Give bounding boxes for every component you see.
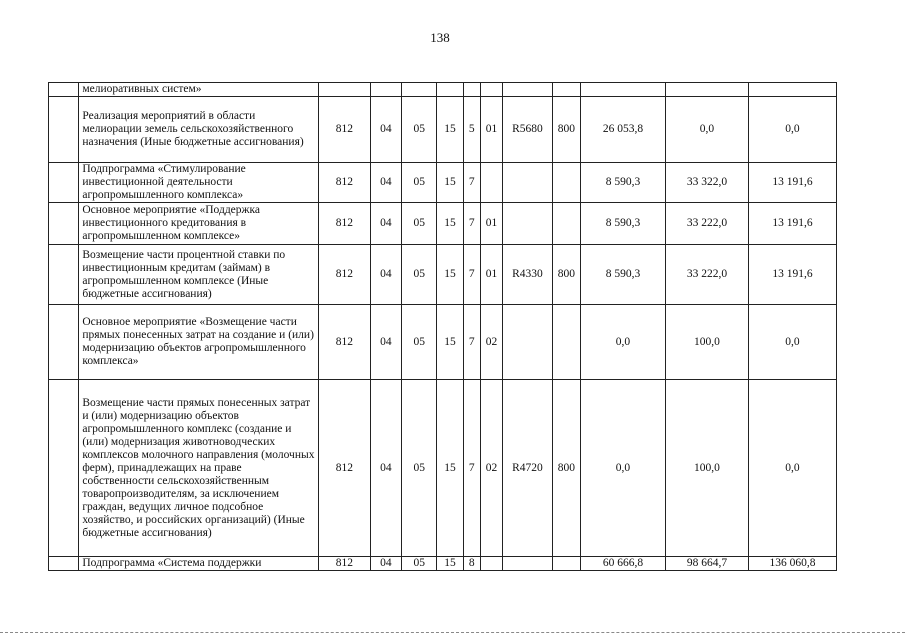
cell-gr: 812 (319, 305, 371, 380)
cell-year3 (748, 83, 836, 97)
cell-code (503, 305, 553, 380)
cell-p1: 15 (437, 380, 463, 557)
cell-rz: 04 (370, 305, 401, 380)
cell-gr: 812 (319, 97, 371, 163)
cell-year3: 0,0 (748, 380, 836, 557)
cell-vr: 800 (552, 380, 580, 557)
cell-p2: 5 (463, 97, 480, 163)
cell-pr: 05 (402, 380, 437, 557)
table-row (49, 203, 837, 245)
cell-year3: 0,0 (748, 305, 836, 380)
cell-code: R4720 (503, 380, 553, 557)
row-name: Возмещение части процентной ставки по инвестиционным кредитам (займам) в агропромышленном комплексе (Иные бюджетные ассигнования) (79, 245, 319, 305)
cell-pr: 05 (402, 97, 437, 163)
row-indent-cell (49, 305, 79, 380)
row-name: Реализация мероприятий в области мелиорации земель сельскохозяйственного назначения (Иные бюджетные ассигнования) (79, 97, 319, 163)
cell-code (503, 203, 553, 245)
cell-year3: 13 191,6 (748, 245, 836, 305)
cell-p3: 02 (480, 380, 502, 557)
cell-year3: 13 191,6 (748, 203, 836, 245)
cell-gr: 812 (319, 557, 371, 571)
cell-p1: 15 (437, 163, 463, 203)
row-name: Подпрограмма «Система поддержки (79, 557, 319, 571)
table-row (49, 245, 837, 305)
cell-p3: 01 (480, 245, 502, 305)
cell-vr (552, 203, 580, 245)
cell-code (503, 83, 553, 97)
cell-year1: 0,0 (581, 305, 666, 380)
row-name: Подпрограмма «Стимулирование инвестиционной деятельности агропромышленного комплекса» (79, 163, 319, 203)
cell-p1: 15 (437, 203, 463, 245)
cell-code: R5680 (503, 97, 553, 163)
cell-vr (552, 83, 580, 97)
table-row (49, 97, 837, 163)
row-indent-cell (49, 203, 79, 245)
cell-rz: 04 (370, 557, 401, 571)
cell-code (503, 557, 553, 571)
row-indent-cell (49, 245, 79, 305)
cell-gr: 812 (319, 245, 371, 305)
cell-p3 (480, 163, 502, 203)
cell-p2: 7 (463, 245, 480, 305)
cell-p2: 7 (463, 380, 480, 557)
cell-p3: 01 (480, 203, 502, 245)
cell-p3 (480, 83, 502, 97)
cell-year1 (581, 83, 666, 97)
cell-p2: 7 (463, 203, 480, 245)
cell-year3: 136 060,8 (748, 557, 836, 571)
cell-year2: 33 322,0 (665, 163, 748, 203)
cell-pr (402, 83, 437, 97)
row-indent-cell (49, 380, 79, 557)
cell-year1: 0,0 (581, 380, 666, 557)
cell-p3: 02 (480, 305, 502, 380)
cell-gr: 812 (319, 203, 371, 245)
cell-p1 (437, 83, 463, 97)
cell-rz: 04 (370, 380, 401, 557)
cell-year1: 60 666,8 (581, 557, 666, 571)
cell-gr: 812 (319, 163, 371, 203)
page-number: 138 (430, 30, 450, 45)
cell-pr: 05 (402, 203, 437, 245)
row-indent-cell (49, 97, 79, 163)
cell-year1: 26 053,8 (581, 97, 666, 163)
cell-year3: 13 191,6 (748, 163, 836, 203)
cell-vr (552, 557, 580, 571)
table-row (49, 83, 837, 97)
row-name: Возмещение части прямых понесенных затрат и (или) модернизацию объектов агропромышленного комплекс (создание и (или) модернизация животноводческих комплексов молочного направления (молочных ферм), принадлежащих на праве собственности сельскохозяйственным товаропроизводителям, за исключением граждан, ведущих личное подсобное хозяйство, и российских организаций) (Иные бюджетные ассигнования) (79, 380, 319, 557)
table-row (49, 380, 837, 557)
page-bottom-edge (0, 632, 905, 633)
cell-rz: 04 (370, 163, 401, 203)
cell-year1: 8 590,3 (581, 245, 666, 305)
row-name: мелиоративных систем» (79, 83, 319, 97)
cell-p2: 8 (463, 557, 480, 571)
cell-vr (552, 305, 580, 380)
cell-year2: 100,0 (665, 380, 748, 557)
cell-p1: 15 (437, 557, 463, 571)
cell-p3 (480, 557, 502, 571)
cell-p3: 01 (480, 97, 502, 163)
table-row (49, 557, 837, 571)
row-indent-cell (49, 557, 79, 571)
cell-pr: 05 (402, 245, 437, 305)
row-name: Основное мероприятие «Возмещение части прямых понесенных затрат на создание и (или) модернизацию объектов агропромышленного комплекса» (79, 305, 319, 380)
table-row (49, 305, 837, 380)
cell-year2: 33 222,0 (665, 245, 748, 305)
cell-gr: 812 (319, 380, 371, 557)
cell-code (503, 163, 553, 203)
cell-year2: 98 664,7 (665, 557, 748, 571)
cell-pr: 05 (402, 305, 437, 380)
cell-year2: 0,0 (665, 97, 748, 163)
cell-rz: 04 (370, 97, 401, 163)
cell-pr: 05 (402, 163, 437, 203)
cell-p2: 7 (463, 305, 480, 380)
cell-rz: 04 (370, 245, 401, 305)
cell-vr (552, 163, 580, 203)
cell-year2: 100,0 (665, 305, 748, 380)
budget-table (48, 82, 837, 571)
cell-p2: 7 (463, 163, 480, 203)
cell-p1: 15 (437, 97, 463, 163)
cell-year3: 0,0 (748, 97, 836, 163)
cell-rz (370, 83, 401, 97)
row-indent-cell (49, 83, 79, 97)
table-row (49, 163, 837, 203)
cell-year2 (665, 83, 748, 97)
cell-vr: 800 (552, 245, 580, 305)
cell-vr: 800 (552, 97, 580, 163)
cell-year1: 8 590,3 (581, 203, 666, 245)
cell-code: R4330 (503, 245, 553, 305)
row-name: Основное мероприятие «Поддержка инвестиционного кредитования в агропромышленном комплексе» (79, 203, 319, 245)
cell-rz: 04 (370, 203, 401, 245)
cell-p2 (463, 83, 480, 97)
cell-pr: 05 (402, 557, 437, 571)
cell-p1: 15 (437, 245, 463, 305)
cell-gr (319, 83, 371, 97)
cell-year1: 8 590,3 (581, 163, 666, 203)
cell-p1: 15 (437, 305, 463, 380)
row-indent-cell (49, 163, 79, 203)
cell-year2: 33 222,0 (665, 203, 748, 245)
